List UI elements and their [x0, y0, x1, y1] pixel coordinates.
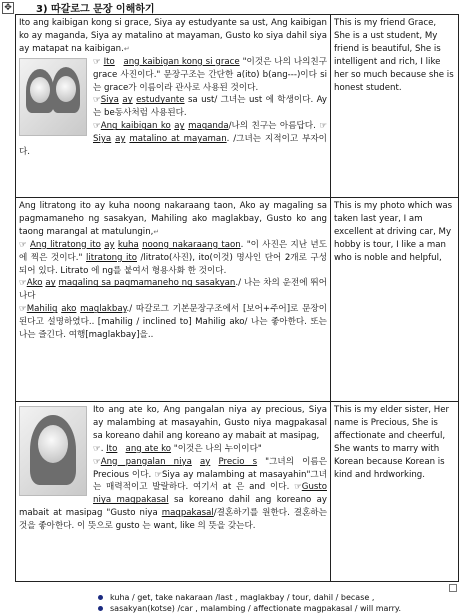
bullet-icon [98, 606, 103, 611]
list-item: sasakyan(kotse) /car , malambing / affectionate magpakasal / will marry. [98, 603, 401, 614]
content-table [15, 14, 459, 582]
table-row [16, 402, 459, 582]
tagalog-cell: Ito ang ate ko, Ang pangalan niya ay precious, Siya ay malambing at masayahin, Gusto niya magpakasal sa koreano dahil ang koreano ay mabait at masipag, ☞. Ito ang ate ko "이것은 나의 누이이다" ☞Ang pangalan niya ay Precio s "그녀의 이름은 Precious 이다. ☞Siya ay malambing at masayahin"그녀는 매력적이고 발랄하다. 여기서 at 은 and 이다. ☞Gusto niya magpakasal sa koreano dahil ang koreano ay mabait at masipag "Gusto niya magpakasal/결혼하기를 원한다. 결혼하는 것을 좋아한다. 이 뜻으로 gusto 는 want, like 의 뜻을 갖는다. [16, 402, 331, 582]
tagalog-cell: Ito ang kaibigan kong si grace, Siya ay estudyante sa ust, Ang kaibigan ko ay maganda, Siya ay matalino at mayaman, Gusto ko siya dahil siya ay matapat na kaibigan.↵ ☞ Ito ang kaibigan kong si grace "이것은 나의 나의친구 grace 사진이다." 문장구조는 간단한 a(ito) b(ang---)이다 si는 grace가 이름이라 관사로 사용된 것이다. ☞Siya ay estudyante sa ust/ 그녀는 ust 에 학생이다. Ay 는 be동사처럼 사용된다. ☞Ang kaibigan ko ay maganda/나의 친구는 아름답다. ☞Siya ay matalino at mayaman. /그녀는 지적이고 부자이다. [16, 15, 331, 198]
english-cell: This is my elder sister, Her name is Precious, She is affectionate and cheerful, She wants to marry with Korean because Korean is kind and hrdworking. [331, 402, 459, 582]
move-icon[interactable]: ✥ [2, 2, 14, 14]
intro-text: Ito ang kaibigan kong si grace, Siya ay estudyante sa ust, Ang kaibigan ko ay maganda, Siya ay matalino at mayaman, Gusto ko siya dahil siya ay matapat na kaibigan. [19, 18, 327, 54]
photo-woman-image [19, 406, 87, 496]
english-cell: This is my photo which was taken last year, I am excellent at driving car, My hobby is tour, I like a man who is noble and helpful, [331, 198, 459, 402]
resize-handle[interactable] [449, 584, 457, 592]
intro-text: Ang litratong ito ay kuha noong nakaraang taon, Ako ay magaling sa pagmamaneho ng sasakyan, Mahiling ako maglakbay, Gusto ko ang taong marangal at matulungin, [19, 201, 327, 237]
list-item: kuha / get, take nakaraan /last , maglakbay / tour, dahil / becase , [98, 592, 401, 603]
table-row [16, 15, 459, 198]
english-cell: This is my friend Grace, She is a ust student, My friend is beautiful, She is intelligent and rich, I like her so much because she is honest student. [331, 15, 459, 198]
page-title: 3) 따갈로그 문장 이해하기 [36, 4, 155, 15]
table-row [16, 198, 459, 402]
tagalog-cell: Ang litratong ito ay kuha noong nakaraang taon, Ako ay magaling sa pagmamaneho ng sasakyan, Mahiling ako maglakbay, Gusto ko ang taong marangal at matulungin,↵ ☞ Ang litratong ito ay kuha noong nakaraang taon. "이 사진은 지난 년도에 찍은 것이다." litratong ito /litrato(사진), ito(이것) 명사인 단어 2개로 구성되어 있다. Litrato 에 ng를 붙여서 형용사화 한 것이다. ☞Ako ay magaling sa pagmamaneho ng sasakyan./ 나는 차의 운전에 뛰어나다 ☞Mahilig ako maglakbay./ 따갈로그 기본문장구조에서 [보어+주어]로 문장이 된다고 설명하였다.. [mahilig / inclined to] Mahilig ako/ 나는 좋아한다. 또는 나는 즐긴다. 여행[maglakbay]을.. [16, 198, 331, 402]
intro-text: Ito ang ate ko, Ang pangalan niya ay precious, Siya ay malambing at masayahin, Gusto niya magpakasal sa koreano dahil ang koreano ay mabait at masipag, [93, 405, 327, 441]
bullet-icon [98, 595, 103, 600]
photo-two-women-image [19, 58, 87, 136]
top-bar [0, 0, 465, 14]
